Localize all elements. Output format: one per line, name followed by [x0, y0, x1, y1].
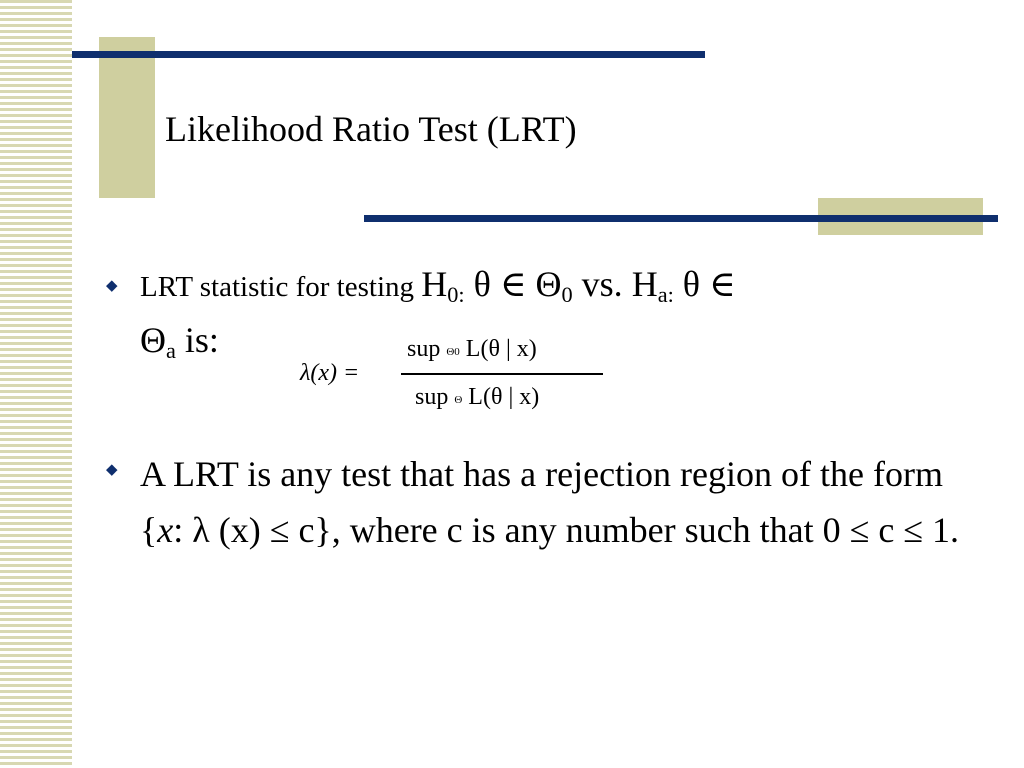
- h-null-subscript: 0:: [447, 282, 465, 308]
- bullet-rejection-region: [140, 446, 970, 558]
- denominator-likelihood: L(θ | x): [468, 384, 540, 410]
- top-rule: [72, 51, 705, 58]
- bullet2-x-italic: x: [157, 510, 174, 550]
- formula-lhs: λ(x) =: [300, 360, 360, 386]
- lrt-formula: [300, 336, 610, 416]
- capital-theta-symbol-2: Θ: [140, 320, 166, 360]
- numerator-sup: sup: [407, 336, 441, 362]
- capital-theta-symbol: Θ: [535, 264, 562, 304]
- slide-title: Likelihood Ratio Test (LRT): [165, 109, 577, 149]
- bullet1-lead: LRT statistic for testing: [140, 271, 422, 303]
- decorative-stripe-band: [0, 0, 72, 768]
- theta-zero-subscript: 0: [561, 282, 573, 308]
- theta-symbol: θ: [473, 264, 491, 304]
- denominator-sup: sup: [415, 384, 449, 410]
- lower-rule: [364, 215, 998, 222]
- diamond-bullet-icon: ◆: [106, 278, 118, 294]
- denominator-sup-subscript: Θ: [454, 394, 463, 406]
- bullet2-part2: : λ (x) ≤ c}, where c is any number such that 0 ≤ c ≤ 1.: [173, 510, 960, 550]
- h-alt: H: [631, 264, 658, 304]
- theta-a-subscript: a: [166, 338, 176, 364]
- is-text: is:: [184, 320, 219, 360]
- diamond-bullet-icon-2: ◆: [106, 462, 118, 478]
- element-of-symbol-2: ∈: [709, 264, 736, 304]
- theta-symbol-2: θ: [682, 264, 701, 304]
- bullet-lrt-statistic-continued: [140, 318, 219, 362]
- h-alt-subscript: a:: [657, 282, 674, 308]
- vs-text: vs.: [581, 264, 623, 304]
- numerator-sup-subscript: Θ0: [446, 346, 460, 358]
- h-null: H: [421, 264, 448, 304]
- formula-numerator: [407, 336, 537, 363]
- title-accent-block: [99, 37, 155, 198]
- fraction-bar: [401, 373, 603, 375]
- bullet2-part1: A LRT is any test that has a rejection region of the form {: [140, 454, 943, 550]
- bullet-lrt-statistic: [140, 262, 736, 309]
- element-of-symbol: ∈: [499, 264, 527, 304]
- formula-denominator: [415, 384, 539, 411]
- numerator-likelihood: L(θ | x): [465, 336, 537, 362]
